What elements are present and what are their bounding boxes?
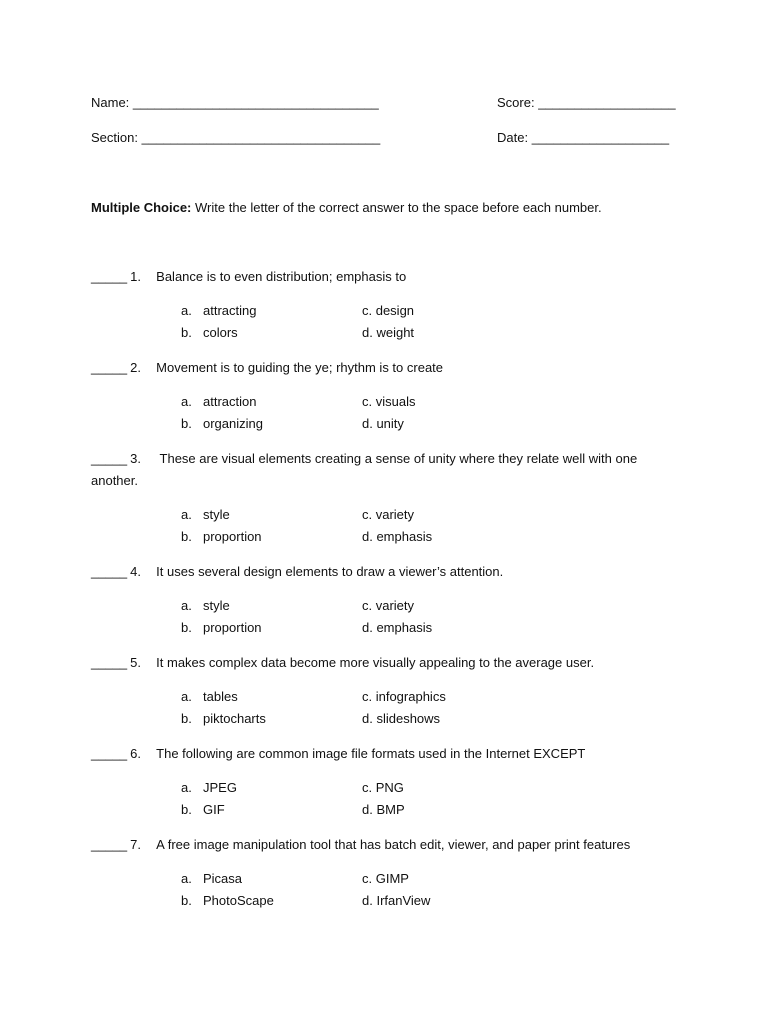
instructions-heading: Multiple Choice: <box>91 200 192 215</box>
option-d: d. BMP <box>362 802 405 817</box>
option-a <box>181 393 256 411</box>
option-a <box>181 688 238 706</box>
option-letter: a. <box>181 689 192 704</box>
answer-blank: _____ <box>91 269 128 284</box>
question-text: A free image manipulation tool that has batch edit, viewer, and paper print features <box>156 837 631 852</box>
question-number: 5. <box>130 655 141 670</box>
option-d: d. IrfanView <box>362 893 431 908</box>
section-field <box>91 129 380 147</box>
question-text-continued: another. <box>91 473 138 488</box>
option-text: proportion <box>203 529 262 544</box>
option-letter: a. <box>181 303 192 318</box>
option-text: piktocharts <box>203 711 266 726</box>
question-number: 6. <box>130 746 141 761</box>
option-text: attracting <box>203 303 257 318</box>
option-b <box>181 619 262 637</box>
option-c: c. visuals <box>362 394 416 409</box>
question-text: These are visual elements creating a sense of unity where they relate well with one <box>156 451 638 466</box>
question-number: 1. <box>130 269 141 284</box>
answer-blank: _____ <box>91 655 128 670</box>
option-b <box>181 528 262 546</box>
question-2 <box>91 357 681 379</box>
name-label: Name: <box>91 95 130 110</box>
instructions-text: Write the letter of the correct answer to the space before each number. <box>191 200 602 215</box>
answer-blank: _____ <box>91 360 128 375</box>
option-letter: b. <box>181 802 192 817</box>
option-text: attraction <box>203 394 257 409</box>
option-a <box>181 597 230 615</box>
option-d: d. emphasis <box>362 529 433 544</box>
option-b <box>181 415 263 433</box>
question-6 <box>91 743 681 765</box>
question-text: It uses several design elements to draw a viewer’s attention. <box>156 564 504 579</box>
option-text: PhotoScape <box>203 893 274 908</box>
option-a <box>181 779 237 797</box>
question-3 <box>91 448 681 492</box>
option-letter: a. <box>181 598 192 613</box>
option-text: JPEG <box>203 780 237 795</box>
option-a <box>181 506 230 524</box>
option-text: proportion <box>203 620 262 635</box>
option-c: c. GIMP <box>362 871 409 886</box>
score-field <box>497 94 676 112</box>
option-letter: b. <box>181 620 192 635</box>
name-field <box>91 94 379 112</box>
option-letter: b. <box>181 893 192 908</box>
section-line: _________________________________ <box>141 130 381 145</box>
answer-blank: _____ <box>91 564 128 579</box>
option-d: d. slideshows <box>362 711 441 726</box>
option-b <box>181 801 225 819</box>
option-text: style <box>203 507 230 522</box>
option-c: c. design <box>362 303 415 318</box>
option-text: tables <box>203 689 238 704</box>
option-letter: b. <box>181 529 192 544</box>
question-text: The following are common image file formats used in the Internet EXCEPT <box>156 746 586 761</box>
question-number: 7. <box>130 837 141 852</box>
option-d: d. emphasis <box>362 620 433 635</box>
option-text: organizing <box>203 416 263 431</box>
option-letter: a. <box>181 871 192 886</box>
option-letter: a. <box>181 394 192 409</box>
option-c: c. PNG <box>362 780 404 795</box>
option-c: c. infographics <box>362 689 446 704</box>
instructions <box>91 199 602 217</box>
question-number: 4. <box>130 564 141 579</box>
question-number: 3. <box>130 451 141 466</box>
answer-blank: _____ <box>91 746 128 761</box>
option-b <box>181 710 266 728</box>
option-text: Picasa <box>203 871 243 886</box>
option-b <box>181 892 274 910</box>
question-text: Balance is to even distribution; emphasis to <box>156 269 407 284</box>
name-line: __________________________________ <box>132 95 379 110</box>
answer-blank: _____ <box>91 451 128 466</box>
option-text: style <box>203 598 230 613</box>
date-field <box>497 129 669 147</box>
option-d: d. unity <box>362 416 404 431</box>
option-letter: b. <box>181 711 192 726</box>
option-letter: a. <box>181 507 192 522</box>
answer-blank: _____ <box>91 837 128 852</box>
score-label: Score: <box>497 95 535 110</box>
score-line: ___________________ <box>538 95 676 110</box>
option-letter: b. <box>181 325 192 340</box>
question-number: 2. <box>130 360 141 375</box>
option-a <box>181 870 242 888</box>
option-c: c. variety <box>362 507 415 522</box>
option-a <box>181 302 256 320</box>
question-4 <box>91 561 681 583</box>
section-label: Section: <box>91 130 138 145</box>
option-letter: a. <box>181 780 192 795</box>
date-label: Date: <box>497 130 529 145</box>
question-text: Movement is to guiding the ye; rhythm is to create <box>156 360 444 375</box>
date-line: ___________________ <box>531 130 670 145</box>
option-letter: b. <box>181 416 192 431</box>
question-5 <box>91 652 681 674</box>
option-text: colors <box>203 325 238 340</box>
option-b <box>181 324 238 342</box>
option-c: c. variety <box>362 598 415 613</box>
option-text: GIF <box>203 802 225 817</box>
option-d: d. weight <box>362 325 415 340</box>
question-1 <box>91 266 681 288</box>
question-text: It makes complex data become more visually appealing to the average user. <box>156 655 595 670</box>
question-7 <box>91 834 681 856</box>
